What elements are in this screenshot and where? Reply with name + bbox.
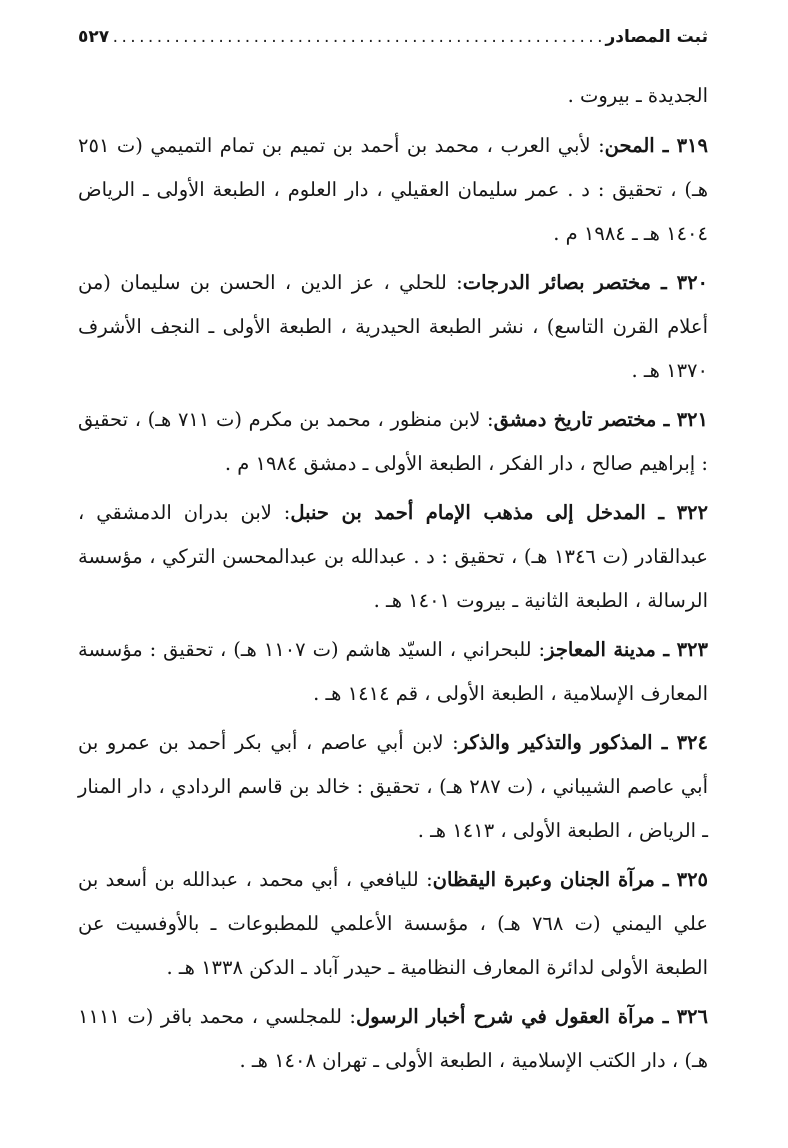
entry-text: : لابن بدران الدمشقي ، عبدالقادر (ت ١٣٤٦ هـ) ، تحقيق : د . عبدالله بن عبدالمحسن التركي ، مؤسسة الرسالة ، الطبعة الثانية ـ بيروت ١٤٠١ هـ . <box>78 501 709 612</box>
entry-text: : للبحراني ، السيّد هاشم (ت ١١٠٧ هـ) ، تحقيق : مؤسسة المعارف الإسلامية ، الطبعة الأولى ، قم ١٤١٤ هـ . <box>78 638 708 705</box>
entry-title: المدخل إلى مذهب الإمام أحمد بن حنبل <box>290 501 646 524</box>
bibliography-body <box>78 74 708 1088</box>
entry-text: : لابن أبي عاصم ، أبي بكر أحمد بن عمرو بن أبي عاصم الشيباني ، (ت ٢٨٧ هـ) ، تحقيق : خالد بن قاسم الردادي ، دار المنار ـ الرياض ، الطبعة الأولى ، ١٤١٣ هـ . <box>78 731 708 842</box>
bibliography-entry <box>78 995 708 1083</box>
bibliography-entry <box>78 721 708 853</box>
continuation-text: الجديدة ـ بيروت . <box>567 84 708 107</box>
bibliography-entry <box>78 124 708 256</box>
bibliography-entry <box>78 261 708 393</box>
running-head <box>78 27 708 55</box>
entry-number: ٣٢١ <box>676 408 708 431</box>
page-number: ٥٢٧ <box>78 27 110 47</box>
entry-separator: ـ <box>651 271 677 294</box>
entry-title: مرآة الجنان وعبرة اليقظان <box>432 868 655 891</box>
entry-title: المحن <box>604 134 655 157</box>
entry-separator: ـ <box>654 134 677 157</box>
entry-text: : للمجلسي ، محمد باقر (ت ١١١١ هـ) ، دار الكتب الإسلامية ، الطبعة الأولى ـ تهران ١٤٠٨ هـ . <box>78 1005 708 1072</box>
entry-text: : لليافعي ، أبي محمد ، عبدالله بن أسعد بن علي اليمني (ت ٧٦٨ هـ) ، مؤسسة الأعلمي للمطبوعات ـ بالأوفسيت عن الطبعة الأولى لدائرة المعارف النظامية ـ حيدر آباد ـ الدكن ١٣٣٨ هـ . <box>78 868 709 979</box>
entry-number: ٣٢٠ <box>676 271 709 294</box>
entry-separator: ـ <box>655 638 677 661</box>
leader-dots <box>109 27 605 47</box>
bibliography-entry <box>78 491 708 623</box>
entry-text: : لأبي العرب ، محمد بن أحمد بن تميم بن تمام التميمي (ت ٢٥١ هـ) ، تحقيق : د . عمر سليمان العقيلي ، دار العلوم ، الطبعة الأولى ـ الرياض ١٤٠٤ هـ ـ ١٩٨٤ م . <box>78 134 708 245</box>
entry-number: ٣٢٢ <box>676 501 708 524</box>
entry-number: ٣٢٣ <box>676 638 708 661</box>
bibliography-entry <box>78 858 708 990</box>
entry-number: ٣٢٥ <box>676 868 709 891</box>
entry-number: ٣١٩ <box>676 134 708 157</box>
bibliography-entry <box>78 628 708 716</box>
entry-title: المذكور والتذكير والذكر <box>458 731 653 754</box>
entry-number: ٣٢٤ <box>676 731 708 754</box>
entry-number: ٣٢٦ <box>676 1005 708 1028</box>
entry-title: مرآة العقول في شرح أخبار الرسول <box>355 1005 655 1028</box>
entry-text: : لابن منظور ، محمد بن مكرم (ت ٧١١ هـ) ، تحقيق : إبراهيم صالح ، دار الفكر ، الطبعة الأولى ـ دمشق ١٩٨٤ م . <box>78 408 708 475</box>
entry-separator: ـ <box>652 731 677 754</box>
entry-text: : للحلي ، عز الدين ، الحسن بن سليمان (من أعلام القرن التاسع) ، نشر الطبعة الحيدرية ، الطبعة الأولى ـ النجف الأشرف ١٣٧٠ هـ . <box>78 271 708 382</box>
entry-separator: ـ <box>645 501 677 524</box>
entry-separator: ـ <box>654 868 677 891</box>
entry-separator: ـ <box>656 408 677 431</box>
running-head-title: ثبت المصادر <box>605 27 708 47</box>
entry-title: مختصر تاريخ دمشق <box>493 408 657 431</box>
bibliography-entry <box>78 398 708 486</box>
entry-title: مختصر بصائر الدرجات <box>462 271 652 294</box>
entry-title: مدينة المعاجز <box>545 638 656 661</box>
entry-separator: ـ <box>654 1005 677 1028</box>
